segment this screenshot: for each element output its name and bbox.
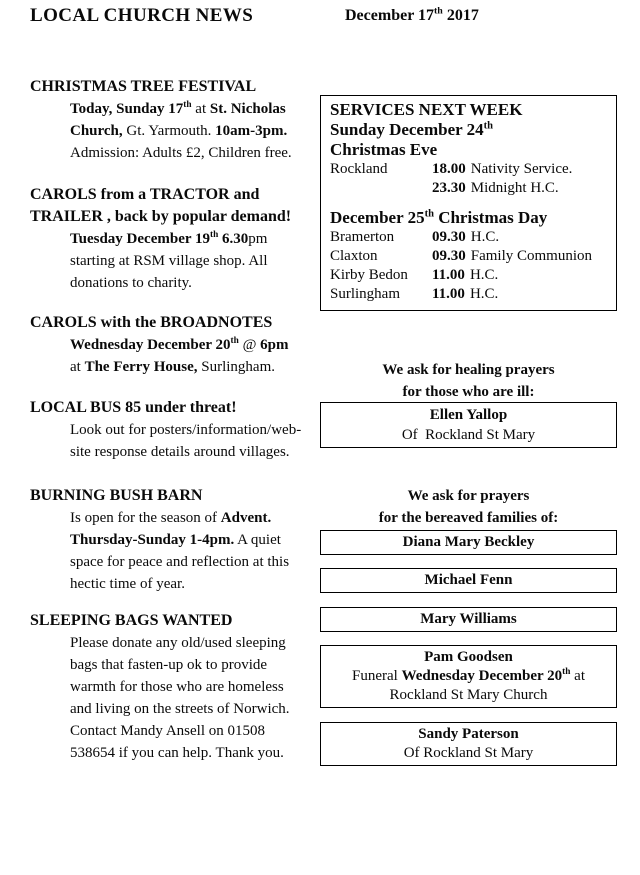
prayer-box-michael-fenn [320,568,617,593]
prayer-box-pam-goodsen [320,645,617,708]
service-time: 18.00 [432,161,466,177]
section-carols-tractor-trailer [30,184,320,294]
person-detail: Rockland St Mary Church [389,687,548,703]
person-name: Diana Mary Beckley [402,534,535,550]
text-line: Look out for posters/information/web- [70,422,302,438]
services-title: SERVICES NEXT WEEK [330,100,523,119]
text-line: warmth for those who are homeless [70,679,284,695]
service-row [330,179,607,198]
service-row [330,228,607,247]
heading-line: for those who are ill: [402,384,535,400]
heading-line: We ask for healing prayers [382,362,555,378]
text-line: Church, Gt. Yarmouth. 10am-3pm. [70,123,288,139]
service-desc: Family Communion [470,248,593,264]
section-carols-broadnotes [30,312,320,378]
person-name: Pam Goodsen [424,649,513,665]
service-place: Rockland [330,161,388,177]
heading-line: We ask for prayers [407,488,530,504]
service-time: 23.30 [432,180,466,196]
page-title: LOCAL CHURCH NEWS [30,5,254,26]
bereaved-prayers-heading [320,485,617,529]
service-row [330,247,607,266]
section-heading: CAROLS from a TRACTOR and [30,186,260,203]
services-date: Sunday December 24th [330,120,494,139]
page-date: December 17th 2017 [345,5,479,24]
service-desc: Midnight H.C. [470,180,559,196]
services-next-week-box [320,95,617,311]
section-heading: TRAILER , back by popular demand! [30,208,292,225]
prayer-box-sandy-paterson [320,722,617,766]
person-name: Mary Williams [420,611,517,627]
service-place: Surlingham [330,286,400,302]
heading-line: for the bereaved families of: [378,510,559,526]
text-line: Contact Mandy Ansell on 01508 [70,723,265,739]
text-line: Today, Sunday 17th at St. Nicholas [70,100,286,117]
spacer [330,198,607,208]
text-line: Admission: Adults £2, Children free. [70,145,292,161]
service-desc: H.C. [470,229,500,245]
service-row [330,285,607,304]
section-heading: CAROLS with the BROADNOTES [30,314,273,331]
person-detail: Of Rockland St Mary [401,427,536,443]
person-name: Ellen Yallop [429,407,508,423]
text-line: starting at RSM village shop. All [70,253,268,269]
text-line: hectic time of year. [70,576,185,592]
text-line: Thursday-Sunday 1-4pm. A quiet [70,532,281,548]
text-line: bags that fasten-up ok to provide [70,657,268,673]
prayer-box-diana-mary-beckley [320,530,617,555]
service-time: 11.00 [432,267,465,283]
person-detail: Funeral Wednesday December 20th at [352,667,585,684]
section-sleeping-bags [30,610,320,764]
section-christmas-tree-festival [30,76,320,164]
service-time: 09.30 [432,248,466,264]
left-column [30,76,320,764]
service-desc: H.C. [469,267,499,283]
text-line: donations to charity. [70,275,192,291]
text-line: 538654 if you can help. Thank you. [70,745,284,761]
service-time: 11.00 [432,286,465,302]
section-heading: LOCAL BUS 85 under threat! [30,399,237,416]
service-time: 09.30 [432,229,466,245]
text-line: at The Ferry House, Surlingham. [70,359,275,375]
prayer-box-mary-williams [320,607,617,632]
section-heading: SLEEPING BAGS WANTED [30,612,233,629]
text-line: Tuesday December 19th 6.30pm [70,230,268,247]
service-desc: Nativity Service. [470,161,573,177]
section-heading: BURNING BUSH BARN [30,487,203,504]
service-place: Bramerton [330,229,395,245]
text-line: and living on the streets of Norwich. [70,701,290,717]
section-heading: CHRISTMAS TREE FESTIVAL [30,78,257,95]
service-row [330,160,607,179]
section-local-bus [30,397,320,463]
text-line: Is open for the season of Advent. [70,510,272,526]
text-line: Wednesday December 20th @ 6pm [70,336,289,353]
healing-prayers-heading [320,359,617,403]
section-burning-bush-barn [30,485,320,595]
service-place: Kirby Bedon [330,267,408,283]
service-row [330,266,607,285]
text-line: Please donate any old/used sleeping [70,635,286,651]
person-name: Michael Fenn [424,572,513,588]
text-line: space for peace and reflection at this [70,554,290,570]
text-line: site response details around villages. [70,444,290,460]
service-desc: H.C. [469,286,499,302]
person-name: Sandy Paterson [418,726,519,742]
services-day-label: Christmas Eve [330,140,438,159]
prayer-box-ellen-yallop [320,402,617,448]
services-day-heading: December 25th Christmas Day [330,208,548,227]
person-detail: Of Rockland St Mary [403,745,534,761]
service-place: Claxton [330,248,378,264]
